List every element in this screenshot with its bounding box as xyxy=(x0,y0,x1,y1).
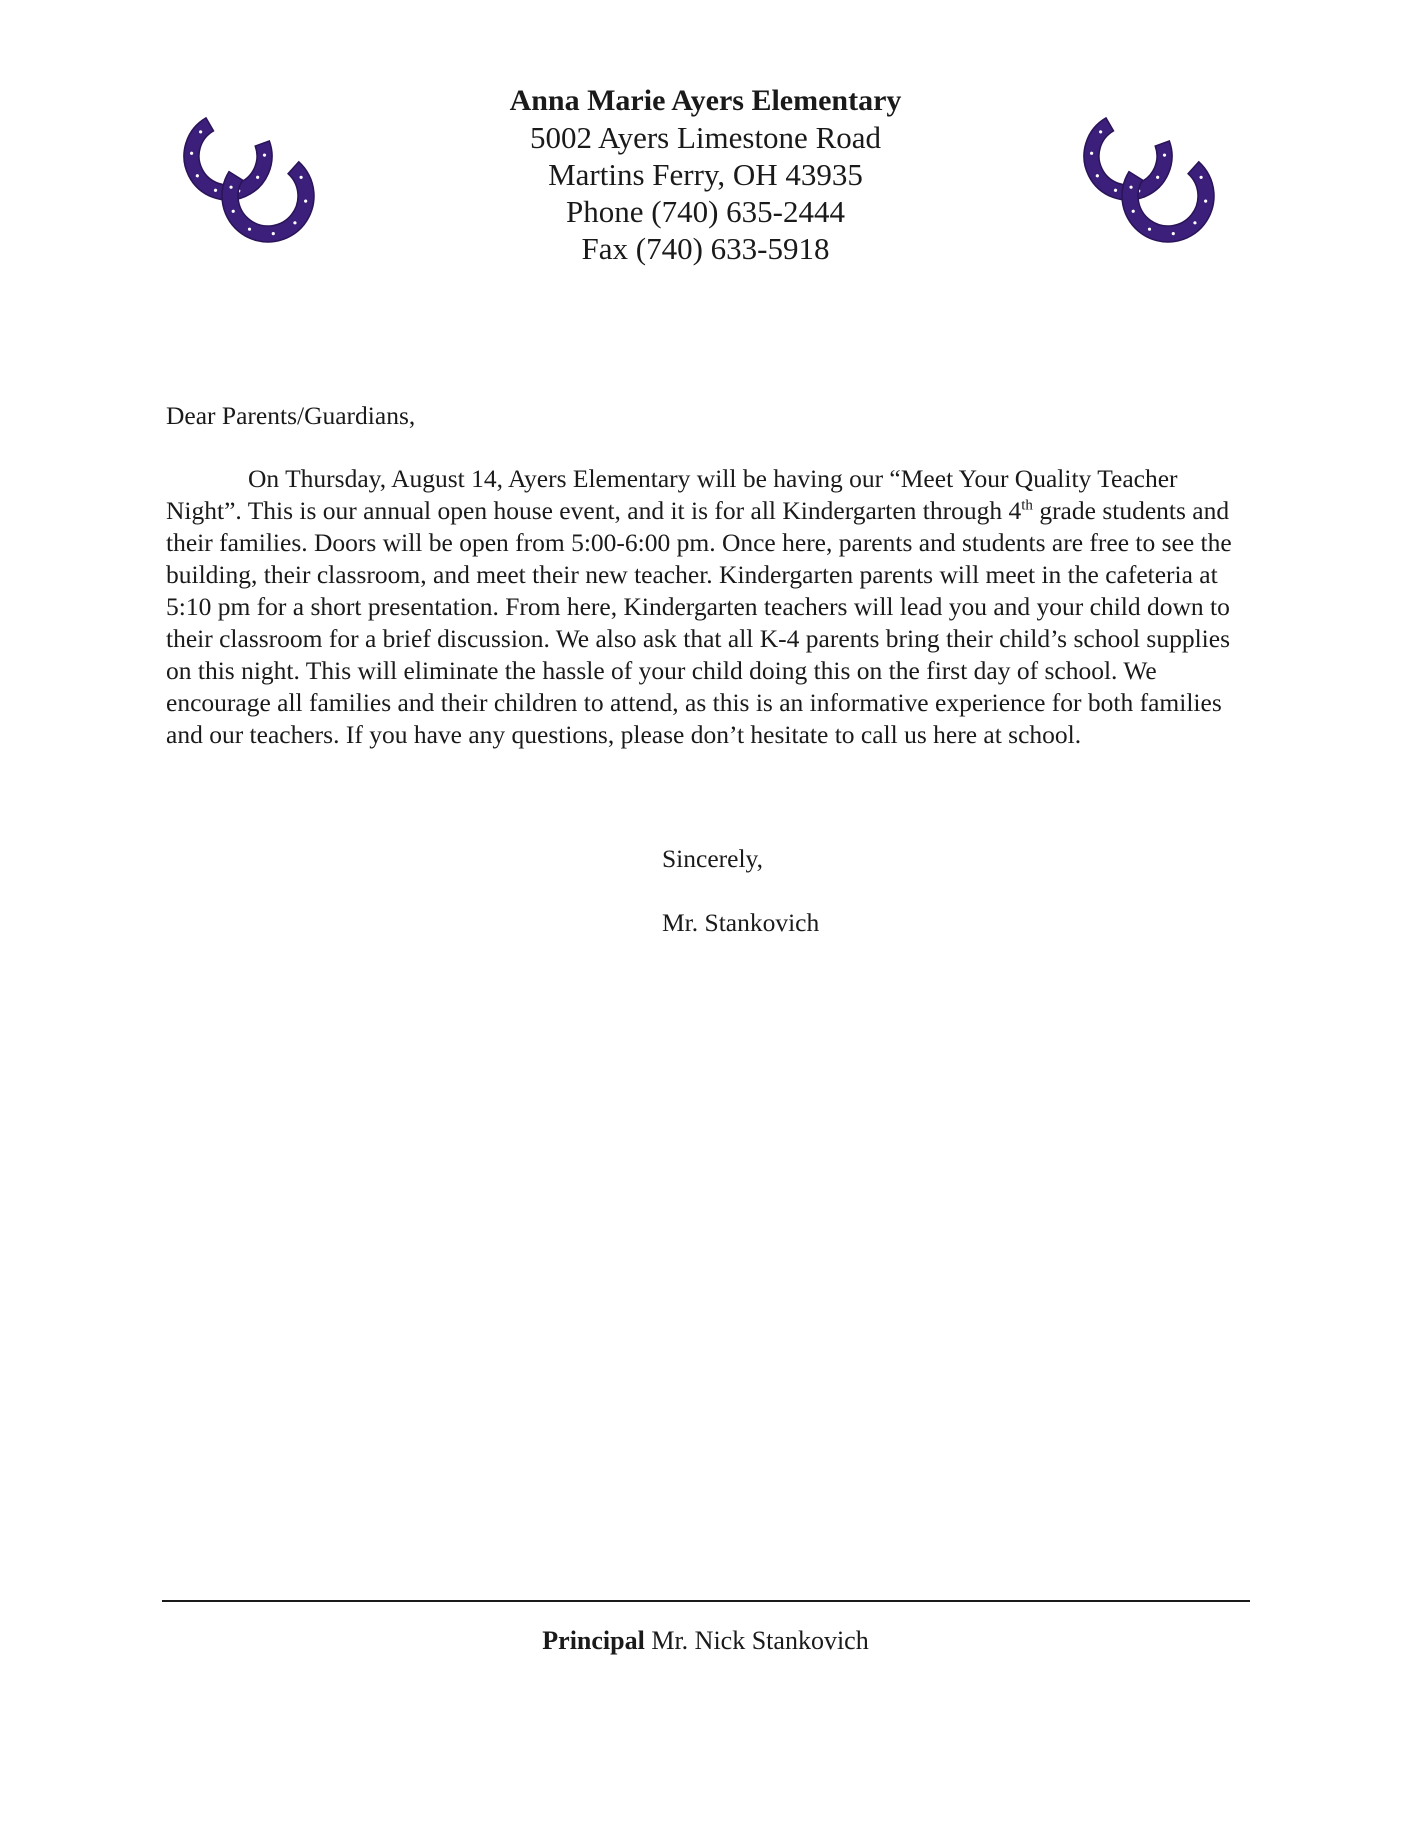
salutation: Dear Parents/Guardians, xyxy=(166,401,416,430)
closing: Sincerely, xyxy=(662,844,764,873)
paragraph-text-part1: On Thursday, August 14, Ayers Elementary will be having our “Meet Your Quality Teacher Night”. This is our annual open house event, and it is for all Kindergarten through 4 xyxy=(166,464,1178,525)
double-horseshoe-icon xyxy=(1072,114,1220,248)
body-paragraph xyxy=(166,463,1256,751)
footer-name: Mr. Nick Stankovich xyxy=(644,1626,869,1655)
phone-line: Phone (740) 635-2444 xyxy=(566,194,845,229)
double-horseshoe-icon xyxy=(172,114,320,248)
paragraph-text-part2: grade students and their families. Doors will be open from 5:00-6:00 pm. Once here, parents and students are free to see the building, their classroom, and meet their new teacher. Kindergarten parents will meet in the cafeteria at 5:10 pm for a short presentation. From here, Kindergarten teachers will lead you and your child down to their classroom for a brief discussion. We also ask that all K-4 parents bring their child’s school supplies on this night. This will eliminate the hassle of your child doing this on the first day of school. We encourage all families and their children to attend, as this is an informative experience for both families and our teachers. If you have any questions, please don’t hesitate to call us here at school. xyxy=(166,496,1232,749)
signer-name: Mr. Stankovich xyxy=(662,908,820,937)
grade-superscript: th xyxy=(1021,497,1033,514)
footer xyxy=(0,1625,1411,1657)
school-name: Anna Marie Ayers Elementary xyxy=(509,84,902,117)
address-line: 5002 Ayers Limestone Road xyxy=(529,120,882,155)
fax-line: Fax (740) 633-5918 xyxy=(581,231,830,266)
horseshoe-logo-left-icon xyxy=(168,88,338,258)
footer-divider xyxy=(162,1600,1250,1602)
city-line: Martins Ferry, OH 43935 xyxy=(548,157,863,192)
letterhead xyxy=(400,82,1011,267)
horseshoe-logo-right-icon xyxy=(1068,88,1238,258)
footer-role: Principal xyxy=(542,1626,645,1655)
